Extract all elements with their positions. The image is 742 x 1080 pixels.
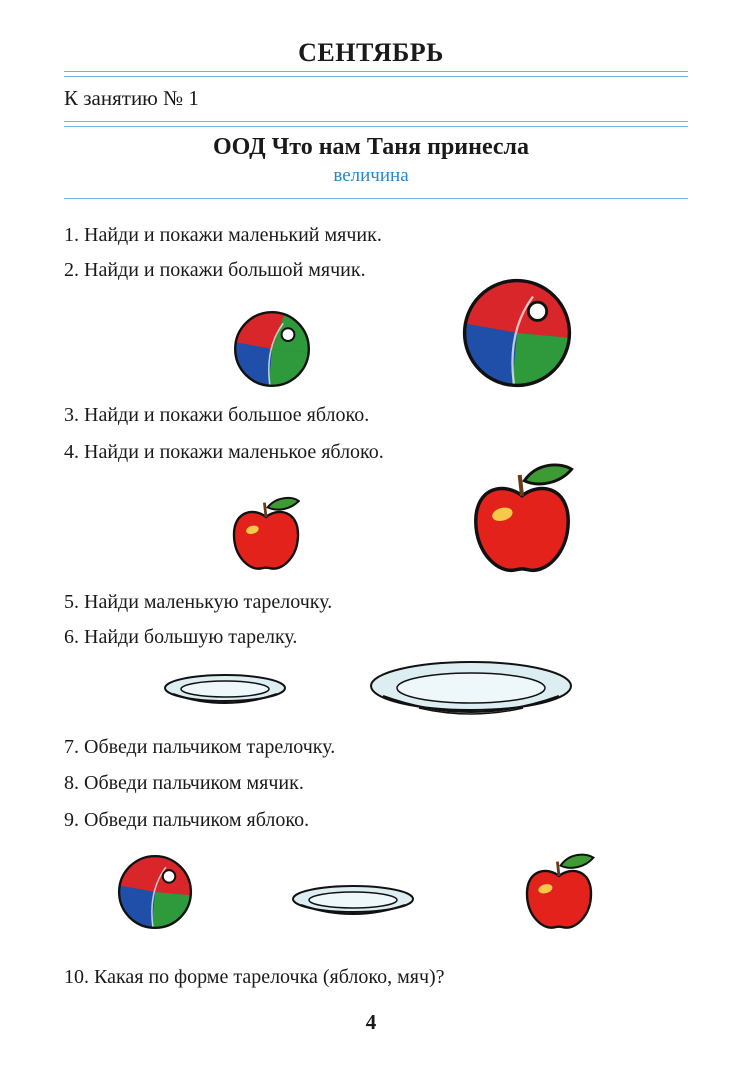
task-10: 10. Какая по форме тарелочка (яблоко, мяч)? bbox=[64, 966, 445, 988]
big-apple-image bbox=[470, 455, 574, 577]
task-1: 1. Найди и покажи маленький мячик. bbox=[64, 224, 382, 246]
lesson-label: К занятию № 1 bbox=[64, 86, 199, 110]
topic-divider bbox=[64, 198, 688, 199]
page-number: 4 bbox=[365, 1010, 377, 1034]
task-9: 9. Обведи пальчиком яблоко. bbox=[64, 809, 310, 831]
task-4: 4. Найди и покажи маленькое яблоко. bbox=[64, 441, 384, 463]
lesson-divider bbox=[64, 121, 688, 127]
big-ball-image bbox=[460, 276, 574, 390]
trace-apple-image bbox=[523, 848, 595, 932]
trace-plate-image bbox=[285, 883, 421, 919]
small-ball-image bbox=[232, 309, 312, 389]
small-plate-image bbox=[163, 672, 287, 708]
task-2: 2. Найди и покажи большой мячик. bbox=[64, 259, 366, 281]
trace-ball-image bbox=[116, 853, 194, 931]
task-7: 7. Обведи пальчиком тарелочку. bbox=[64, 736, 336, 758]
task-8: 8. Обведи пальчиком мячик. bbox=[64, 772, 304, 794]
task-3: 3. Найди и покажи большое яблоко. bbox=[64, 404, 370, 426]
header-divider bbox=[64, 71, 688, 77]
topic-subtitle: величина bbox=[333, 165, 409, 186]
task-6: 6. Найди большую тарелку. bbox=[64, 626, 298, 648]
small-apple-image bbox=[230, 493, 302, 573]
big-plate-image bbox=[369, 658, 573, 722]
month-title: СЕНТЯБРЬ bbox=[298, 38, 444, 67]
task-5: 5. Найди маленькую тарелочку. bbox=[64, 591, 333, 613]
topic-title: ООД Что нам Таня принесла bbox=[212, 134, 530, 160]
